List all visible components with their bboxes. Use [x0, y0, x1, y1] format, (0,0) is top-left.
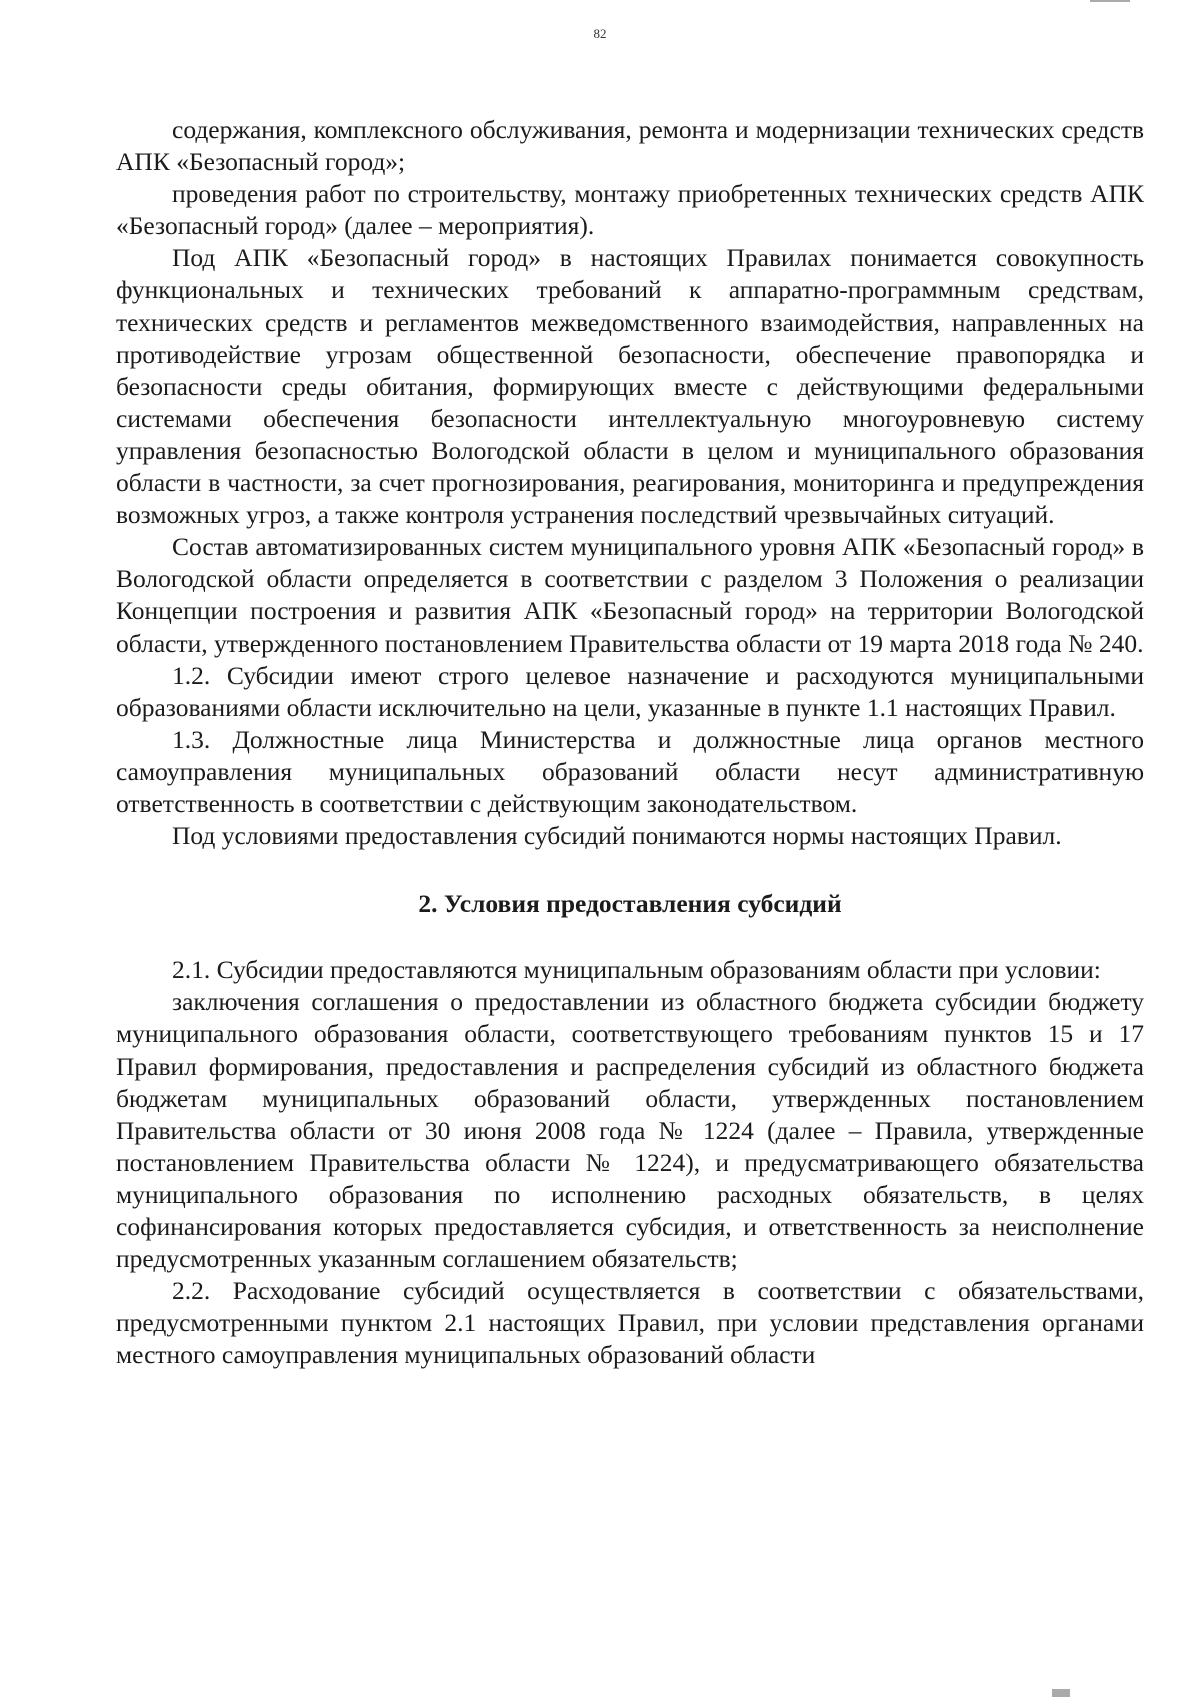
- paragraph: содержания, комплексного обслуживания, ремонта и модернизации технических средств АПК «Безопасный город»;: [116, 115, 1144, 177]
- section-heading: 2. Условия предоставления субсидий: [418, 889, 842, 919]
- document-body: [116, 114, 1144, 1371]
- paragraph: проведения работ по строительству, монтажу приобретенных технических средств АПК «Безопасный город» (далее – мероприятия).: [116, 179, 1144, 241]
- page-number: 82: [593, 26, 607, 41]
- paragraph: заключения соглашения о предоставлении из областного бюджета субсидии бюджету муниципального образования области, соответствующего требованиям пунктов 15 и 17 Правил формирования, предоставления и распределения субсидий из областного бюджета бюджетам муниципальных образований области, утвержденных постановлением Правительства области от 30 июня 2008 года № 1224 (далее – Правила, утвержденные постановлением Правительства области № 1224), и предусматривающего обязательства муниципального образования по исполнению расходных обязательств, в целях софинансирования которых предоставляется субсидия, и ответственность за неисполнение предусмотренных указанным соглашением обязательств;: [116, 987, 1144, 1274]
- paragraph: 2.1. Субсидии предоставляются муниципальным образованиям области при условии:: [172, 955, 1101, 985]
- paragraph: Состав автоматизированных систем муниципального уровня АПК «Безопасный город» в Вологодской области определяется в соответствии с разделом 3 Положения о реализации Концепции построения и развития АПК «Безопасный город» на территории Вологодской области, утвержденного постановлением Правительства области от 19 марта 2018 года № 240.: [116, 532, 1144, 658]
- paragraph: Под АПК «Безопасный город» в настоящих Правилах понимается совокупность функциональных и технических требований к аппаратно-программным средствам, технических средств и регламентов межведомственного взаимодействия, направленных на противодействие угрозам общественной безопасности, обеспечение правопорядка и безопасности среды обитания, формирующих вместе с действующими федеральными системами обеспечения безопасности интеллектуальную многоуровневую систему управления безопасностью Вологодской области в целом и муниципального образования области в частности, за счет прогнозирования, реагирования, мониторинга и предупреждения возможных угроз, а также контроля устранения последствий чрезвычайных ситуаций.: [116, 243, 1144, 530]
- scan-mark: [1090, 0, 1130, 2]
- paragraph: Под условиями предоставления субсидий понимаются нормы настоящих Правил.: [172, 821, 1062, 851]
- paragraph: 1.3. Должностные лица Министерства и должностные лица органов местного самоуправления муниципальных образований области несут административную ответственность в соответствии с действующим законодательством.: [116, 724, 1144, 818]
- paragraph: 2.2. Расходование субсидий осуществляется в соответствии с обязательствами, предусмотренными пунктом 2.1 настоящих Правил, при условии представления органами местного самоуправления муниципальных образований области: [116, 1276, 1144, 1370]
- paragraph: 1.2. Субсидии имеют строго целевое назначение и расходуются муниципальными образованиями области исключительно на цели, указанные в пункте 1.1 настоящих Правил.: [116, 660, 1144, 722]
- scan-mark: [1052, 1689, 1070, 1697]
